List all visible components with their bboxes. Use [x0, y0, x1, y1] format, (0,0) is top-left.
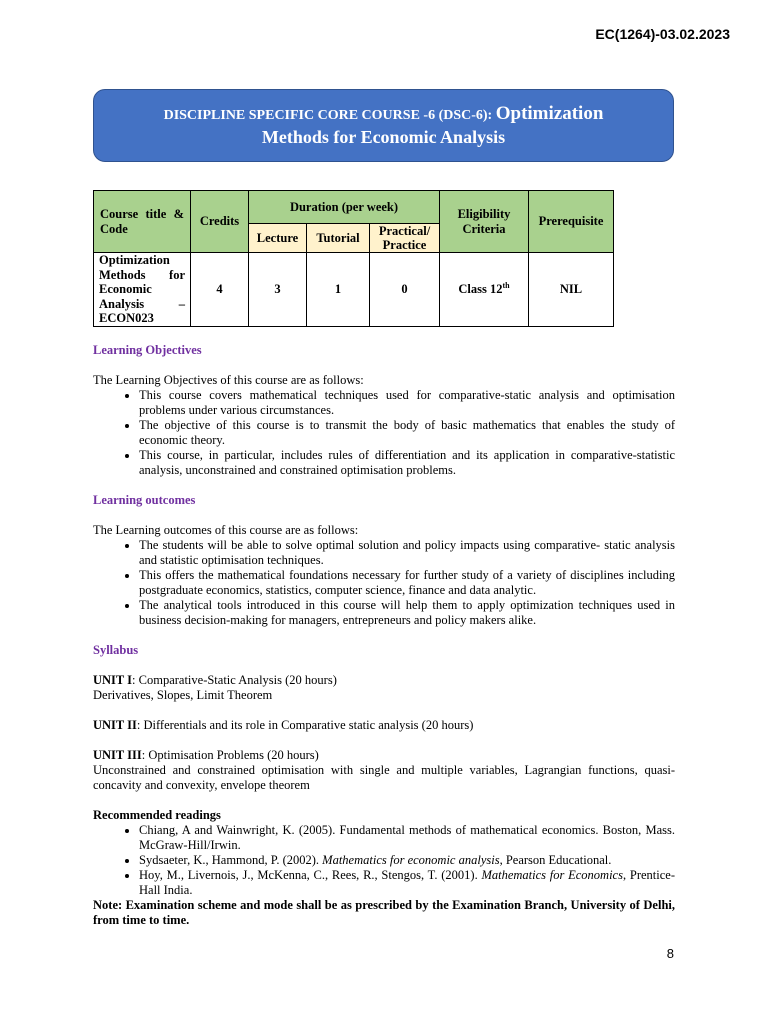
- learning-outcomes-list: [93, 538, 675, 628]
- header-lecture: Lecture: [249, 224, 307, 253]
- list-item: • This course covers mathematical techniques used for comparative-static analysis and optimisation problems under various circumstances.: [139, 388, 675, 418]
- reading-item: • Sydsaeter, K., Hammond, P. (2002). Mathematics for economic analysis, Pearson Educational.: [139, 853, 675, 868]
- banner-title-part2: Methods for Economic Analysis: [261, 127, 506, 147]
- header-practical: Practical/ Practice: [370, 224, 440, 253]
- page-number: 8: [666, 946, 674, 961]
- cell-credits: 4: [191, 253, 249, 327]
- learning-objectives-list: [93, 388, 675, 478]
- readings-list: [93, 823, 675, 898]
- learning-outcomes-heading: Learning outcomes: [93, 493, 196, 507]
- cell-practical: 0: [370, 253, 440, 327]
- cell-lecture: 3: [249, 253, 307, 327]
- header-tutorial: Tutorial: [307, 224, 370, 253]
- list-item: • The students will be able to solve optimal solution and policy impacts using comparative- static analysis and statistic optimisation techniques.: [139, 538, 675, 568]
- reading-item: • Hoy, M., Livernois, J., McKenna, C., Rees, R., Stengos, T. (2001). Mathematics for Economics, Prentice-Hall India.: [139, 868, 675, 898]
- reading-item: • Chiang, A and Wainwright, K. (2005). Fundamental methods of mathematical economics. Boston, Mass. McGraw-Hill/Irwin.: [139, 823, 675, 853]
- cell-eligibility: Class 12th: [440, 253, 529, 327]
- document-body: [93, 343, 675, 928]
- header-credits: Credits: [191, 191, 249, 253]
- cell-tutorial: 1: [307, 253, 370, 327]
- unit-1-title: UNIT I: Comparative-Static Analysis (20 hours): [93, 673, 337, 687]
- list-item: • This offers the mathematical foundations necessary for further study of a variety of disciplines including postgraduate economics, statistics, computer science, finance and data analytic.: [139, 568, 675, 598]
- unit-3-title: UNIT III: Optimisation Problems (20 hours): [93, 748, 319, 762]
- unit-3-content: Unconstrained and constrained optimisation with single and multiple variables, Lagrangian functions, quasi-concavity and convexity, envelope theorem: [93, 763, 675, 792]
- cell-prerequisite: NIL: [529, 253, 614, 327]
- cell-course-title: Optimization Methods for Economic Analysis – ECON023: [94, 253, 191, 327]
- examination-note: Note: Examination scheme and mode shall be as prescribed by the Examination Branch, University of Delhi, from time to time.: [93, 898, 675, 927]
- learning-objectives-heading: Learning Objectives: [93, 343, 202, 357]
- list-item: • The objective of this course is to transmit the body of basic mathematics that enables the study of economic theory.: [139, 418, 675, 448]
- learning-outcomes-intro: The Learning outcomes of this course are as follows:: [93, 523, 359, 537]
- unit-2-title: UNIT II: Differentials and its role in Comparative static analysis (20 hours): [93, 718, 474, 732]
- header-course-title: Course title & Code: [94, 191, 191, 253]
- syllabus-heading: Syllabus: [93, 643, 139, 657]
- course-info-table: [93, 190, 614, 327]
- document-code: EC(1264)-03.02.2023: [595, 26, 730, 42]
- course-title-banner: [93, 89, 674, 162]
- banner-prefix: DISCIPLINE SPECIFIC CORE COURSE -6 (DSC-6):: [163, 108, 496, 123]
- header-eligibility: Eligibility Criteria: [440, 191, 529, 253]
- header-duration: Duration (per week): [249, 191, 440, 224]
- recommended-readings-heading: Recommended readings: [93, 808, 221, 822]
- unit-1-content: Derivatives, Slopes, Limit Theorem: [93, 688, 273, 702]
- header-prerequisite: Prerequisite: [529, 191, 614, 253]
- list-item: • This course, in particular, includes rules of differentiation and its application in comparative-statistic analysis, unconstrained and constrained optimisation problems.: [139, 448, 675, 478]
- list-item: • The analytical tools introduced in this course will help them to apply optimization techniques used in business decision-making for managers, entrepreneurs and policy makers alike.: [139, 598, 675, 628]
- banner-title-part1: Optimization: [495, 103, 604, 124]
- learning-objectives-intro: The Learning Objectives of this course are as follows:: [93, 373, 364, 387]
